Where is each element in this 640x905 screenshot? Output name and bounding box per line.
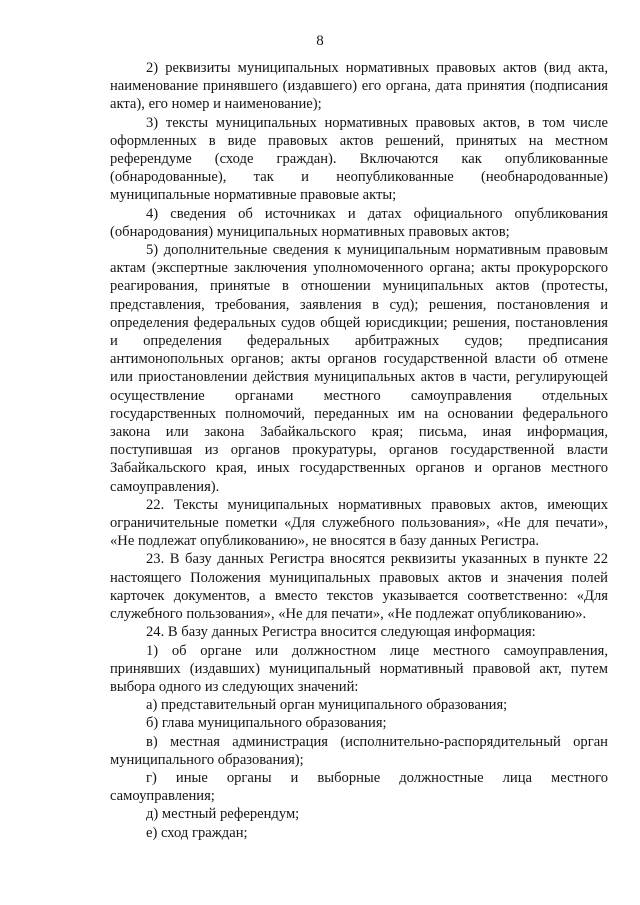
paragraph-item-2-requisites: 2) реквизиты муниципальных нормативных правовых актов (вид акта, наименование принявшего (издавшего) его органа, дата принятия (подписания акта), его номер и наименование); bbox=[110, 60, 608, 113]
paragraph-clause-24-item-1: 1) об органе или должностном лице местного самоуправления, принявших (издавших) муниципальный нормативный правовой акт, путем выбора одного из следующих значений: bbox=[110, 642, 608, 695]
document-body bbox=[110, 59, 608, 842]
list-item-d: д) местный референдум; bbox=[146, 806, 300, 823]
list-item-g: г) иные органы и выборные должностные лица местного самоуправления; bbox=[110, 769, 608, 805]
paragraph-clause-22: 22. Тексты муниципальных нормативных правовых актов, имеющих ограничительные пометки «Для служебного пользования», «Не для печати», «Не подлежат опубликованию», не вносятся в базу данных Регистра. bbox=[110, 496, 608, 550]
page-number: 8 bbox=[316, 33, 324, 49]
paragraph-item-4-sources: 4) сведения об источниках и датах официального опубликования (обнародования) муниципальных нормативных правовых актов; bbox=[110, 205, 608, 240]
list-item-b: б) глава муниципального образования; bbox=[146, 715, 387, 732]
paragraph-clause-23: 23. В базу данных Регистра вносятся реквизиты указанных в пункте 22 настоящего Положения муниципальных правовых актов и значения полей карточек документов, а вместо текстов указывается соответственно: «Для служебного пользования», «Не для печати», «Не подлежат опубликованию». bbox=[110, 551, 608, 623]
paragraph-item-3-texts: 3) тексты муниципальных нормативных правовых актов, в том числе оформленных в виде правовых актов решений, принятых на местном референдуме (сходе граждан). Включаются как опубликованные (обнародованные), так и неопубликованные (необнародованные) муниципальные нормативные правовые акты; bbox=[110, 114, 608, 204]
paragraph-clause-24: 24. В базу данных Регистра вносится следующая информация: bbox=[146, 624, 536, 641]
list-item-e: е) сход граждан; bbox=[146, 824, 248, 841]
list-item-a: а) представительный орган муниципального образования; bbox=[146, 697, 508, 714]
list-item-v: в) местная администрация (исполнительно-распорядительный орган муниципального образования); bbox=[110, 733, 608, 768]
paragraph-item-5-additional-info: 5) дополнительные сведения к муниципальным нормативным правовым актам (экспертные заключения уполномоченного органа; акты прокурорского реагирования, принятые в отношении муниципальных актов (протесты, представления, требования, заявления в суд); решения, постановления и определения федеральных судов общей юрисдикции; решения, постановления и определения федеральных арбитражных судов; предписания антимонопольных органов; акты органов государственной власти об отмене или приостановлении действия муниципальных актов в части, регулирующей осуществление органами местного самоуправления отдельных государственных полномочий, переданных им на основании федерального закона или закона Забайкальского края; письма, иная информация, поступившая из органов прокуратуры, органов государственной власти Забайкальского края, иных государственных органов и органов местного самоуправления). bbox=[110, 242, 608, 495]
